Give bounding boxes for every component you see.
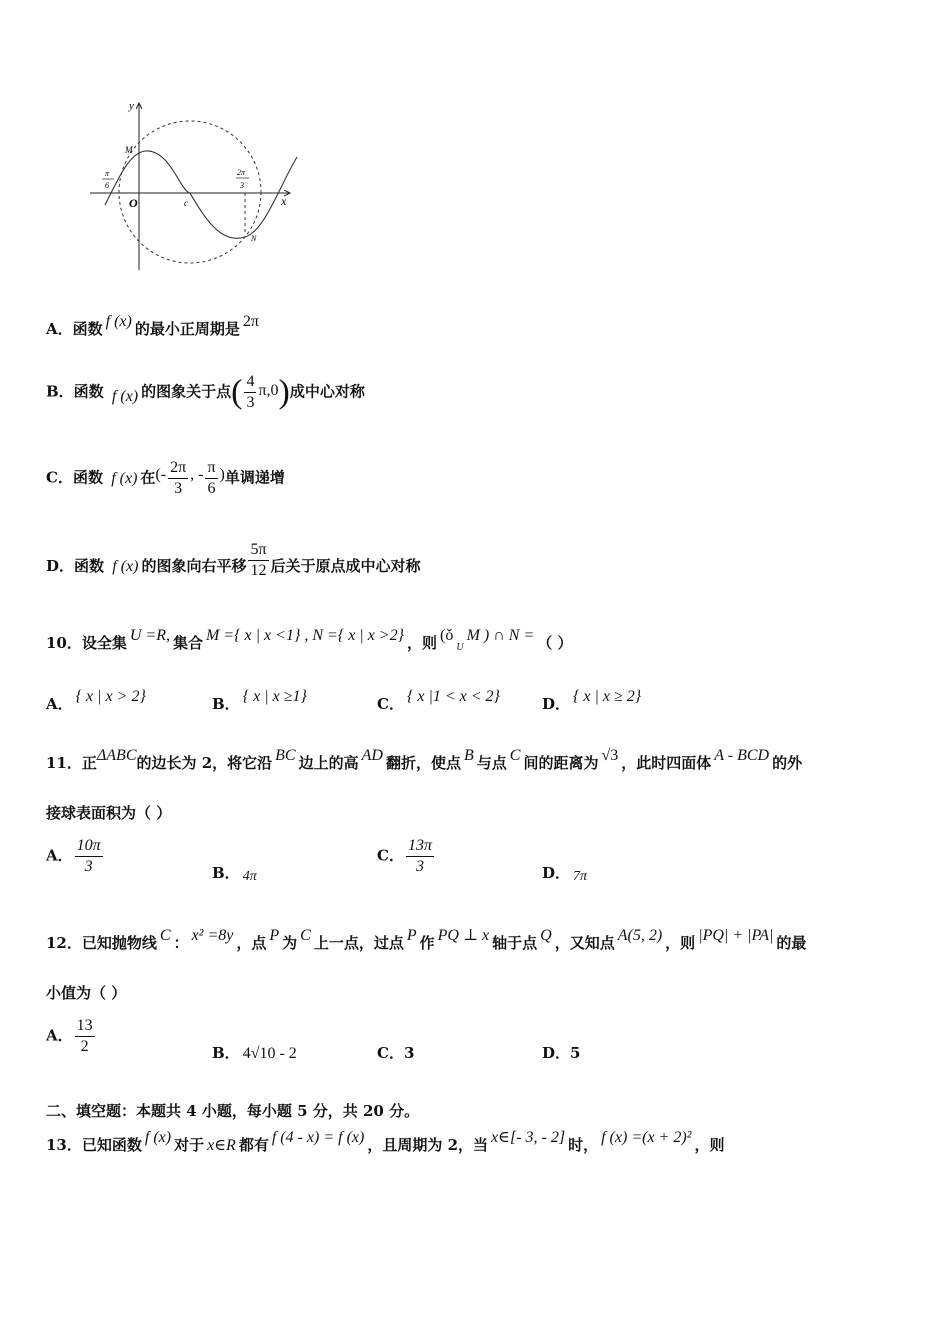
math-value: π,0 — [258, 381, 279, 399]
math: BC — [275, 747, 296, 764]
stem-text: ，则 — [665, 934, 696, 952]
stem-text: 接球表面积为（ ） — [46, 804, 172, 822]
frac-2pi-3: $\frac{2\pi}{3}$ — [170, 459, 187, 497]
frac-5pi-12: $\frac{5\pi}{12}$ — [250, 541, 267, 579]
math: x∈[- 3, - 2] — [491, 1129, 566, 1146]
option-label: B． — [212, 864, 240, 882]
q11-option-d — [542, 862, 590, 883]
math: ΔABC — [96, 747, 137, 764]
two-pi-den: 3 — [240, 181, 244, 190]
m-label: M — [125, 145, 133, 155]
stem-text: ，又知点 — [554, 934, 615, 952]
option-text: 成中心对称 — [289, 382, 365, 401]
option-label: C．函数 — [46, 468, 103, 487]
math-sets: M ={ x | x <1} , N ={ x | x >2} — [206, 627, 404, 644]
q11-option-a — [46, 836, 105, 877]
paren-left: ( — [231, 373, 243, 411]
stem-text: 的外 — [772, 754, 803, 772]
option-value: { x | x > 2} — [75, 688, 146, 705]
option-label: A． — [46, 1026, 73, 1045]
q11-option-b — [212, 862, 260, 883]
math-sub: U — [456, 642, 464, 653]
option-label: B． — [212, 1044, 240, 1062]
math: A(5, 2) — [617, 927, 663, 944]
q-number: 12．已知抛物线 — [46, 934, 157, 952]
option-label: C． — [377, 695, 404, 713]
frac-pi-6: $\frac{\pi}{6}$ — [207, 459, 216, 497]
q13-stem — [46, 1129, 725, 1155]
q9-option-c — [46, 458, 285, 499]
math: P — [269, 927, 280, 944]
q-number: 10．设全集 — [46, 634, 127, 652]
option-value: 4√10 - 2 — [242, 1045, 297, 1062]
math: P — [406, 927, 417, 944]
q10-option-b — [212, 688, 310, 714]
math-fx: f (x) — [111, 469, 138, 487]
math: f (x) =(x + 2)² — [601, 1129, 692, 1146]
q11-stem — [46, 747, 803, 773]
math-fx: f (x) — [105, 313, 132, 330]
q10-option-d — [542, 688, 644, 714]
sine-curve — [105, 151, 297, 238]
math: f (4 - x) = f (x) — [271, 1129, 365, 1146]
answer-paren: （ ） — [537, 634, 573, 652]
option-label: A． — [46, 846, 73, 865]
option-label: A． — [46, 695, 73, 713]
math: |PQ| + |PA| — [698, 927, 774, 944]
math-sep: , - — [190, 465, 204, 483]
origin-label: O — [129, 196, 138, 210]
frac-4-3: $\frac{4}{3}$ — [246, 373, 255, 411]
q10-option-a — [46, 688, 149, 714]
q12-option-d — [542, 1042, 580, 1063]
option-text: 在 — [140, 468, 156, 487]
q12-option-b — [212, 1042, 300, 1063]
stem-text: 轴于点 — [492, 934, 538, 952]
neg-pi-num: π — [105, 169, 110, 178]
math: PQ ⊥ x — [437, 927, 490, 944]
option-label: C．3 — [377, 1044, 415, 1062]
option-label: D．函数 — [46, 557, 105, 575]
stem-text: ，点 — [236, 934, 267, 952]
math-expr: (ǒ — [440, 627, 454, 644]
stem-text: 与点 — [476, 754, 507, 772]
section-heading: 二、填空题：本题共 4 小题，每小题 5 分，共 20 分。 — [46, 1102, 420, 1120]
stem-text: ： — [173, 934, 189, 952]
math: f (x) — [144, 1129, 172, 1146]
math: √3 — [601, 747, 619, 764]
math: C — [509, 747, 521, 764]
math-open: (- — [155, 465, 167, 483]
option-frac: $\frac{10\pi}{3}$ — [76, 837, 101, 875]
stem-text: ，则 — [694, 1136, 725, 1154]
option-value: { x | x ≥1} — [242, 688, 307, 705]
q-number: 13．已知函数 — [46, 1136, 142, 1154]
stem-text: 为 — [282, 934, 298, 952]
q11-option-c — [377, 836, 436, 877]
option-value: { x | x ≥ 2} — [573, 688, 642, 705]
option-text: 的最小正周期是 — [134, 320, 240, 338]
math-fx: f (x) — [112, 558, 139, 575]
q12-option-a — [46, 1016, 97, 1057]
q10-stem — [46, 627, 573, 655]
math: C — [159, 927, 171, 944]
math: B — [463, 747, 474, 764]
math-expr: M ) ∩ N = — [466, 627, 535, 644]
option-label: C． — [377, 846, 404, 865]
sine-circle-figure — [85, 95, 310, 275]
option-label: B． — [212, 695, 240, 713]
section-title — [46, 1100, 419, 1121]
stem-text: 作 — [419, 934, 435, 952]
stem-text: 都有 — [238, 1136, 269, 1154]
option-label: A．函数 — [46, 320, 103, 338]
option-value: 7π — [573, 869, 588, 884]
stem-text: 边上的高 — [298, 754, 359, 772]
math-value: 2π — [242, 313, 259, 330]
math: x² =8y — [191, 927, 234, 944]
q9-option-b — [46, 372, 365, 413]
q12-stem-line2 — [46, 982, 126, 1003]
option-frac: $\frac{13}{2}$ — [76, 1017, 93, 1055]
option-value: 4π — [242, 869, 257, 884]
stem-text: 对于 — [174, 1136, 205, 1154]
n-label: N — [251, 234, 257, 243]
math: x∈R — [207, 1137, 236, 1154]
stem-text: 的最 — [776, 934, 807, 952]
q12-stem — [46, 927, 807, 953]
q10-option-c — [377, 688, 503, 714]
math: C — [300, 927, 311, 944]
math: Q — [540, 927, 552, 944]
two-pi-num: 2π — [237, 168, 246, 177]
q-number: 11．正 — [46, 754, 97, 772]
math-close: ) — [219, 465, 225, 483]
neg-pi-den: 6 — [105, 181, 109, 190]
q9-option-d — [46, 540, 421, 581]
math-u: U =R, — [129, 627, 170, 644]
option-label: D． — [542, 695, 571, 713]
stem-text: 集合 — [173, 634, 204, 652]
math-fx: f (x) — [111, 387, 139, 405]
c-label: c — [184, 198, 188, 208]
stem-text: 时， — [568, 1136, 599, 1154]
q9-option-a — [46, 313, 262, 339]
y-label: y — [129, 100, 134, 112]
math: A - BCD — [714, 747, 770, 764]
option-value: { x |1 < x < 2} — [406, 688, 500, 705]
option-label: D．5 — [542, 1044, 581, 1062]
option-text: 的图象关于点 — [141, 382, 232, 401]
stem-text: 小值为（ ） — [46, 984, 127, 1002]
dashed-circle — [119, 121, 261, 263]
option-text: 的图象向右平移 — [141, 557, 247, 575]
q11-stem-line2 — [46, 802, 171, 823]
option-text: 单调递增 — [224, 468, 285, 487]
x-label: x — [281, 194, 287, 208]
stem-text: ，此时四面体 — [621, 754, 712, 772]
stem-text: ，则 — [407, 634, 438, 652]
stem-text: 的边长为 2，将它沿 — [136, 754, 273, 772]
math: AD — [361, 747, 383, 764]
option-text: 后关于原点成中心对称 — [270, 557, 421, 575]
stem-text: 翻折，使点 — [385, 754, 461, 772]
option-label: D． — [542, 864, 571, 882]
option-label: B．函数 — [46, 382, 104, 401]
stem-text: 上一点，过点 — [313, 934, 404, 952]
option-frac: $\frac{13\pi}{3}$ — [407, 837, 432, 875]
stem-text: 间的距离为 — [523, 754, 599, 772]
stem-text: ，且周期为 2，当 — [367, 1136, 489, 1154]
q12-option-c — [377, 1042, 414, 1063]
paren-right: ) — [278, 373, 290, 411]
